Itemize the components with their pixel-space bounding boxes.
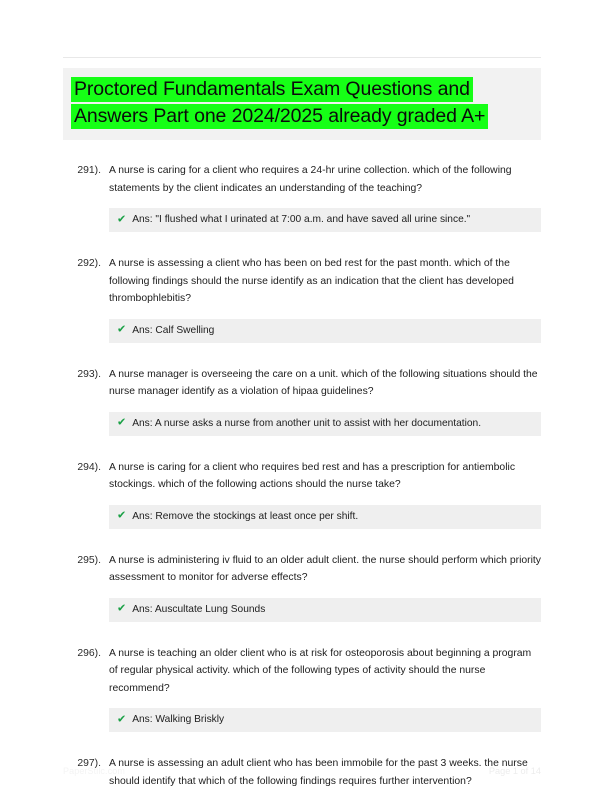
check-icon: ✔ xyxy=(117,213,127,225)
question-list xyxy=(63,162,541,790)
question-body xyxy=(109,366,541,436)
question-item xyxy=(63,162,541,232)
answer-text: Ans: Walking Briskly xyxy=(132,714,225,725)
page-number: Page 1 of 14 xyxy=(488,766,541,776)
answer-text: Ans: "I flushed what I urinated at 7:00 a.m. and have saved all urine since." xyxy=(132,214,471,225)
page-content xyxy=(63,68,541,790)
question-body xyxy=(109,552,541,622)
answer-bar xyxy=(109,708,541,732)
answer-bar xyxy=(109,412,541,436)
question-item xyxy=(63,366,541,436)
answer-bar xyxy=(109,319,541,343)
question-number: 294). xyxy=(77,461,101,473)
question-spacer xyxy=(63,232,541,255)
answer-bar xyxy=(109,505,541,529)
question-spacer xyxy=(63,622,541,645)
question-item xyxy=(63,645,541,733)
question-item xyxy=(63,552,541,622)
question-text: A nurse is assessing an adult client who has been immobile for the past 3 weeks. the nurse should identify that which of the following findings requires further intervention? xyxy=(109,758,528,787)
question-spacer xyxy=(63,343,541,366)
question-number: 295). xyxy=(77,554,101,566)
check-icon: ✔ xyxy=(117,509,127,522)
answer-text: Ans: Remove the stockings at least once per shift. xyxy=(132,510,359,522)
question-body xyxy=(109,459,541,529)
question-spacer xyxy=(63,436,541,459)
document-title xyxy=(63,68,541,140)
question-number: 293). xyxy=(77,368,101,380)
answer-bar xyxy=(109,598,541,622)
check-icon: ✔ xyxy=(117,602,127,615)
answer-bar xyxy=(109,208,541,232)
question-item xyxy=(63,459,541,529)
question-text: A nurse is caring for a client who requires a 24-hr urine collection. which of the following statements by the client indicates an understanding of the teaching? xyxy=(109,165,512,194)
question-text: A nurse is assessing a client who has been on bed rest for the past month. which of the following findings should the nurse identify as an indication that the client has developed thrombophlebitis? xyxy=(109,258,514,304)
question-body xyxy=(109,645,541,733)
answer-text: Ans: A nurse asks a nurse from another unit to assist with her documentation. xyxy=(132,417,482,429)
page-top-divider xyxy=(63,57,541,58)
question-text: A nurse is caring for a client who requires bed rest and has a prescription for antiembolic stockings. which of the following actions should the nurse take? xyxy=(109,461,516,490)
question-number: 297). xyxy=(77,758,101,769)
document-title-line-1: Proctored Fundamentals Exam Questions and xyxy=(71,76,533,103)
document-title-line-2: Answers Part one 2024/2025 already graded A+ xyxy=(71,103,533,130)
check-icon: ✔ xyxy=(117,323,127,336)
question-spacer xyxy=(63,732,541,755)
page-footer xyxy=(63,766,541,776)
answer-text: Ans: Auscultate Lung Sounds xyxy=(132,603,266,615)
question-text: A nurse is teaching an older client who is at risk for osteoporosis about beginning a program of regular physical activity. which of the following types of activity should the nurse recommend? xyxy=(109,647,532,694)
question-number: 292). xyxy=(77,258,101,269)
question-number: 296). xyxy=(77,647,101,659)
question-number: 291). xyxy=(77,165,101,176)
watermark: PaperStilc.com xyxy=(63,766,125,776)
question-text: A nurse is administering iv fluid to an older adult client. the nurse should perform which priority assessment to monitor for adverse effects? xyxy=(109,554,542,583)
question-item xyxy=(63,255,541,343)
check-icon: ✔ xyxy=(117,416,127,429)
question-body xyxy=(109,255,541,343)
question-body xyxy=(109,162,541,232)
question-text: A nurse manager is overseeing the care on a unit. which of the following situations should the nurse manager identify as a violation of hipaa guidelines? xyxy=(109,368,538,397)
question-spacer xyxy=(63,529,541,552)
check-icon: ✔ xyxy=(117,713,127,725)
answer-text: Ans: Calf Swelling xyxy=(132,324,215,336)
